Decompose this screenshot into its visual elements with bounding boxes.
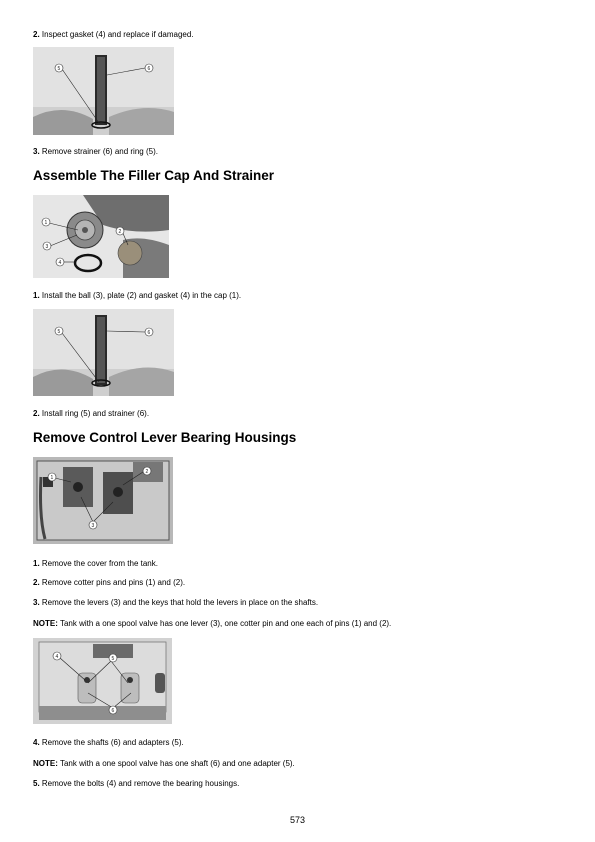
step-number: 1. xyxy=(33,291,40,300)
photo-strainer-install xyxy=(33,309,174,396)
callout-3: 3 xyxy=(45,244,49,250)
step-text: Install ring (5) and strainer (6). xyxy=(41,409,150,418)
photo-shafts-adapters xyxy=(33,638,172,724)
step-text: Remove the shafts (6) and adapters (5). xyxy=(41,738,184,747)
step-install-ring xyxy=(33,409,149,419)
step-text: Install the ball (3), plate (2) and gasket (4) in the cap (1). xyxy=(41,291,242,300)
step-remove-strainer xyxy=(33,147,158,157)
note-label: NOTE: xyxy=(33,619,58,628)
step-number: 3. xyxy=(33,147,40,156)
note-label: NOTE: xyxy=(33,759,58,768)
callout-3: 3 xyxy=(91,523,95,529)
callout-5: 5 xyxy=(57,329,61,335)
callout-6: 6 xyxy=(111,708,115,714)
step-install-ball xyxy=(33,291,241,301)
photo-filler-cap-parts xyxy=(33,195,169,278)
step-remove-levers xyxy=(33,598,318,608)
note-one-spool-lever xyxy=(33,619,391,629)
step-number: 2. xyxy=(33,30,40,39)
note-one-spool-shaft xyxy=(33,759,295,769)
step-text: Remove the levers (3) and the keys that hold the levers in place on the shafts. xyxy=(41,598,319,607)
note-text: Tank with a one spool valve has one shaft (6) and one adapter (5). xyxy=(59,759,295,768)
step-remove-shafts xyxy=(33,738,184,748)
photo-strainer-removal xyxy=(33,47,174,135)
callout-4: 4 xyxy=(58,260,62,266)
callout-5: 5 xyxy=(111,656,115,662)
callout-2: 2 xyxy=(145,469,149,475)
callout-6: 6 xyxy=(147,330,151,336)
photo-control-lever-housings xyxy=(33,457,173,544)
step-number: 5. xyxy=(33,779,40,788)
step-inspect-gasket xyxy=(33,30,194,40)
step-number: 4. xyxy=(33,738,40,747)
step-text: Inspect gasket (4) and replace if damaged. xyxy=(41,30,194,39)
callout-2: 2 xyxy=(118,229,122,235)
step-text: Remove strainer (6) and ring (5). xyxy=(41,147,158,156)
page-number: 573 xyxy=(289,815,306,825)
step-text: Remove the cover from the tank. xyxy=(41,559,158,568)
step-number: 3. xyxy=(33,598,40,607)
note-text: Tank with a one spool valve has one lever (3), one cotter pin and one each of pins (1) and (2). xyxy=(59,619,392,628)
step-remove-bolts xyxy=(33,779,239,789)
step-text: Remove the bolts (4) and remove the bearing housings. xyxy=(41,779,240,788)
step-number: 1. xyxy=(33,559,40,568)
callout-1: 1 xyxy=(50,475,54,481)
callout-1: 1 xyxy=(44,220,48,226)
callout-6: 6 xyxy=(147,66,151,72)
section-heading-control-lever: Remove Control Lever Bearing Housings xyxy=(33,430,297,445)
step-number: 2. xyxy=(33,409,40,418)
step-number: 2. xyxy=(33,578,40,587)
step-remove-cotter-pins xyxy=(33,578,185,588)
callout-5: 5 xyxy=(57,66,61,72)
section-heading-filler-cap: Assemble The Filler Cap And Strainer xyxy=(33,168,275,183)
step-remove-cover xyxy=(33,559,158,569)
callout-4: 4 xyxy=(55,654,59,660)
step-text: Remove cotter pins and pins (1) and (2). xyxy=(41,578,186,587)
